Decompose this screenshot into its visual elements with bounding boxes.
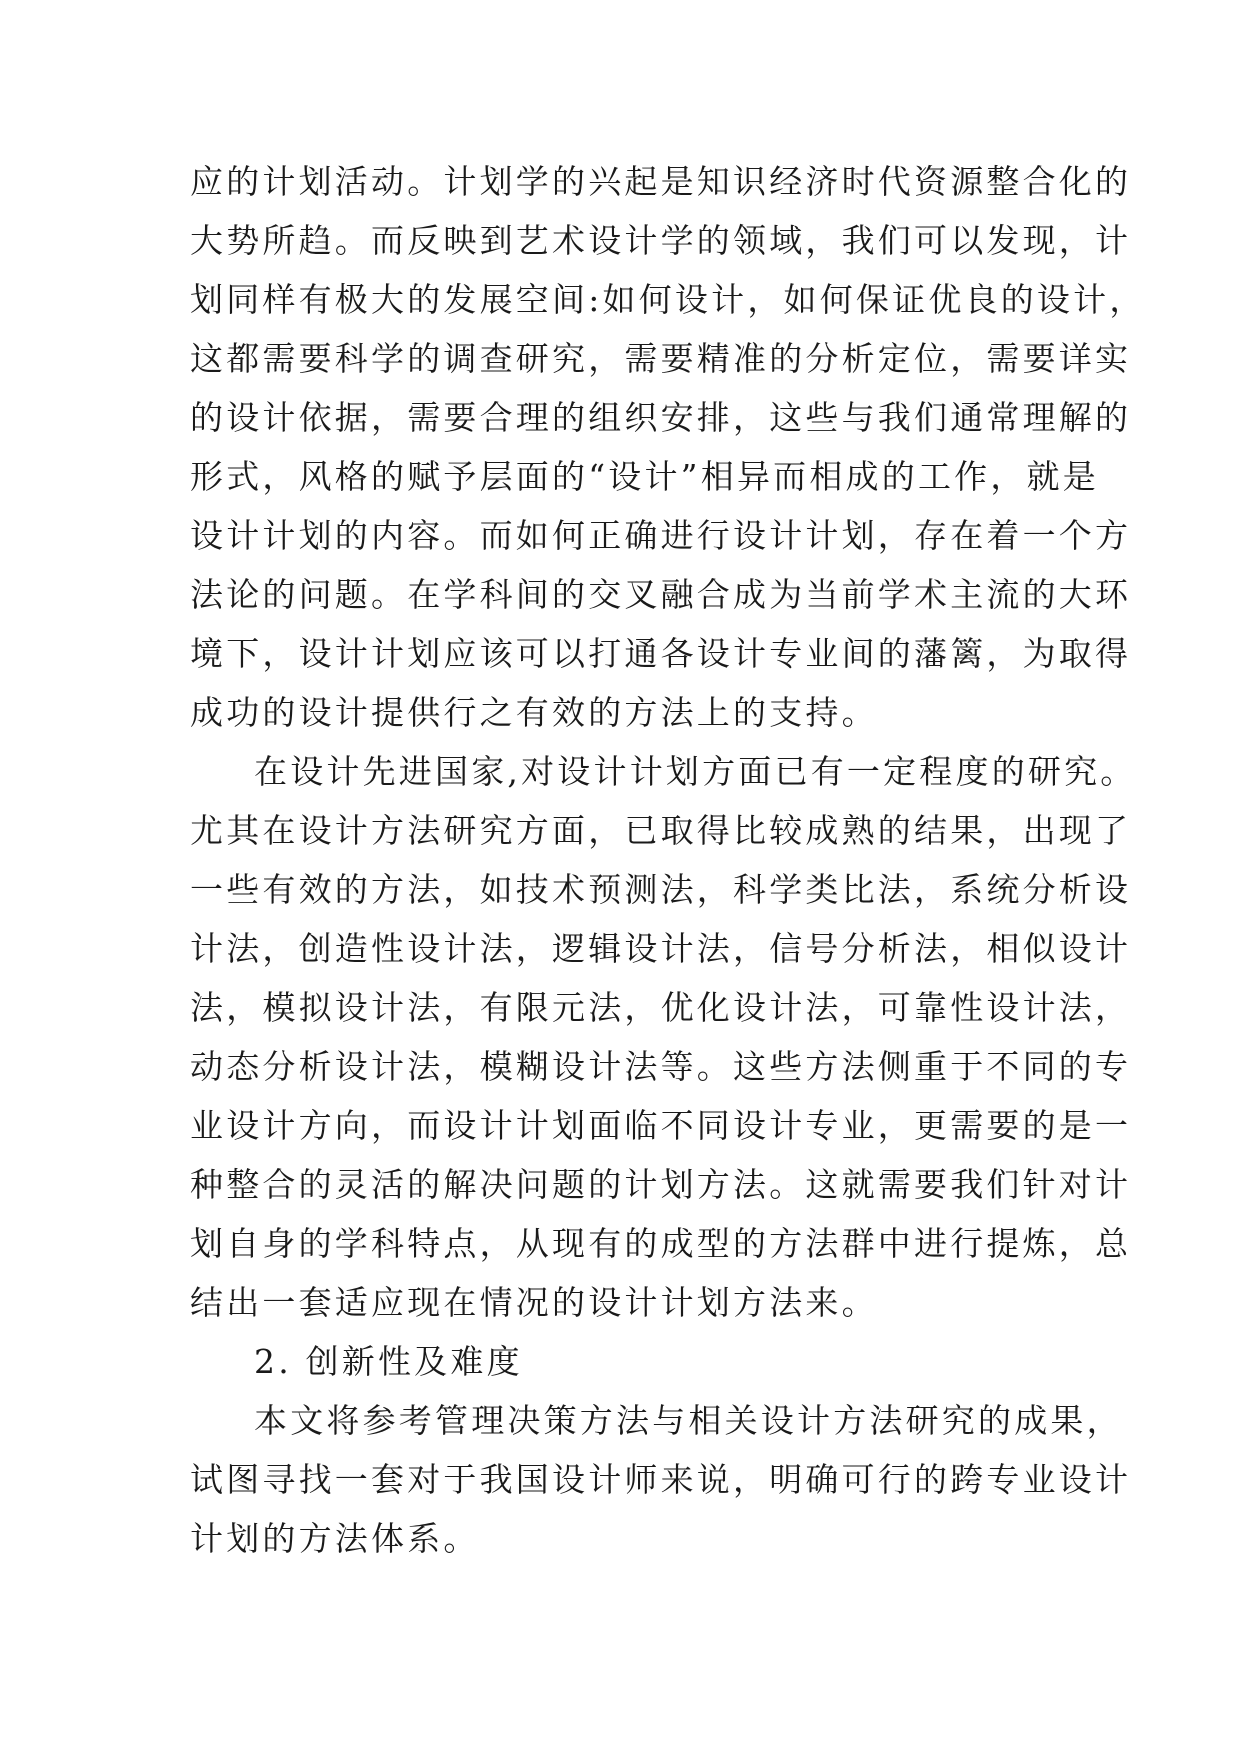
text-line: 业设计方向，而设计计划面临不同设计专业，更需要的是一 (190, 1106, 1132, 1145)
text-line: 法，模拟设计法，有限元法，优化设计法，可靠性设计法， (190, 988, 1132, 1027)
text-line: 设计计划的内容。而如何正确进行设计计划，存在着一个方 (190, 516, 1132, 555)
text-line: 本文将参考管理决策方法与相关设计方法研究的成果， (254, 1401, 1123, 1440)
text-line: 计法，创造性设计法，逻辑设计法，信号分析法，相似设计 (190, 929, 1132, 968)
text-line: 法论的问题。在学科间的交叉融合成为当前学术主流的大环 (190, 575, 1132, 614)
text-line: 境下，设计计划应该可以打通各设计专业间的藩篱，为取得 (190, 634, 1132, 673)
text-line: 在设计先进国家,对设计计划方面已有一定程度的研究。 (254, 752, 1137, 791)
text-line: 一些有效的方法，如技术预测法，科学类比法，系统分析设 (190, 870, 1132, 909)
text-line: 形式，风格的赋予层面的“设计”相异而相成的工作，就是 (190, 457, 1099, 496)
text-line: 大势所趋。而反映到艺术设计学的领域，我们可以发现，计 (190, 221, 1132, 260)
text-line: 尤其在设计方法研究方面，已取得比较成熟的结果，出现了 (190, 811, 1132, 850)
text-line: 种整合的灵活的解决问题的计划方法。这就需要我们针对计 (190, 1165, 1132, 1204)
text-line: 划同样有极大的发展空间:如何设计，如何保证优良的设计， (190, 280, 1146, 319)
text-line: 成功的设计提供行之有效的方法上的支持。 (190, 693, 878, 732)
text-line: 这都需要科学的调查研究，需要精准的分析定位，需要详实 (190, 339, 1132, 378)
text-line: 划自身的学科特点，从现有的成型的方法群中进行提炼，总 (190, 1224, 1132, 1263)
text-line: 的设计依据，需要合理的组织安排，这些与我们通常理解的 (190, 398, 1132, 437)
document-body (190, 152, 1146, 1568)
text-line: 结出一套适应现在情况的设计计划方法来。 (190, 1283, 878, 1322)
paragraph-innovation (190, 1391, 1132, 1568)
paragraph-plan-discipline (190, 152, 1146, 742)
text-line: 动态分析设计法，模糊设计法等。这些方法侧重于不同的专 (190, 1047, 1132, 1086)
text-line: 计划的方法体系。 (190, 1519, 480, 1558)
section-heading: 2. 创新性及难度 (254, 1342, 523, 1381)
text-line: 应的计划活动。计划学的兴起是知识经济时代资源整合化的 (190, 162, 1132, 201)
paragraph-design-methods (190, 742, 1137, 1332)
text-line: 试图寻找一套对于我国设计师来说，明确可行的跨专业设计 (190, 1460, 1132, 1499)
